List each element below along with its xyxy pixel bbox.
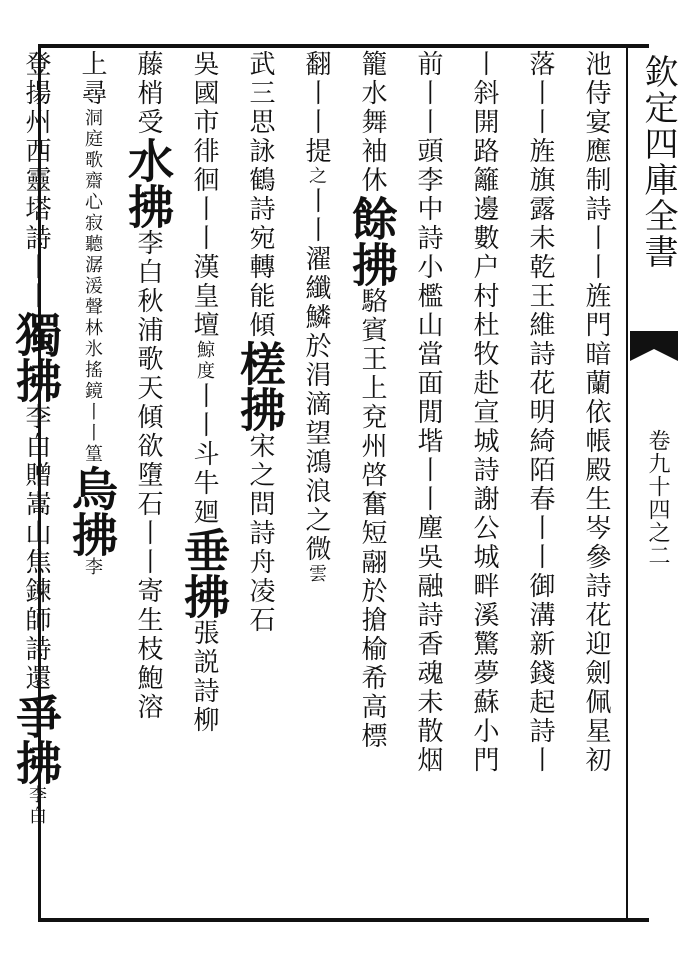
body-text: 丨丨濯纖鱗於涓滴望鴻浪之微 bbox=[301, 187, 331, 564]
text-column bbox=[456, 50, 512, 906]
text-body bbox=[9, 50, 626, 910]
headword: 垂拂 bbox=[177, 527, 231, 619]
annotation-text: 之 bbox=[306, 166, 327, 187]
body-text: 丨丨斗牛廻 bbox=[189, 382, 219, 527]
text-column bbox=[8, 50, 64, 906]
body-text: 登揚州西靈塔詩丨丨 bbox=[21, 50, 51, 311]
book-title: 欽定四庫全書 bbox=[638, 54, 678, 270]
body-text: 李白贈嵩山焦鍊師詩還 bbox=[21, 403, 51, 693]
body-text: 藤梢受 bbox=[133, 50, 163, 137]
text-column bbox=[568, 50, 624, 906]
fish-tail-mark bbox=[630, 331, 678, 361]
text-column bbox=[64, 50, 120, 906]
headword: 獨拂 bbox=[9, 311, 63, 403]
headword: 爭拂 bbox=[9, 693, 63, 785]
annotation-text: 洞庭歌齋心寂聽潺湲聲林氷搖鏡丨丨篁 bbox=[82, 108, 103, 465]
body-text: 駱賓王上兗州啓奮短翮於搶榆希高標 bbox=[357, 287, 387, 751]
body-text: 宋之問詩舟凌石 bbox=[245, 432, 275, 635]
body-text: 張説詩柳 bbox=[189, 619, 219, 735]
text-column bbox=[0, 50, 8, 906]
margin-rule bbox=[626, 44, 628, 918]
headword: 水拂 bbox=[121, 137, 175, 229]
page-margin bbox=[630, 44, 682, 918]
body-text: 落丨丨旌旗露未乾王維詩花明綺陌春丨丨御溝新錢起詩丨 bbox=[525, 50, 555, 775]
headword: 烏拂 bbox=[65, 465, 119, 557]
text-column bbox=[344, 50, 400, 906]
text-column bbox=[288, 50, 344, 906]
annotation-text: 李 bbox=[82, 557, 103, 578]
body-text: 吳國市徘徊丨丨漢皇壇 bbox=[189, 50, 219, 340]
body-text: 上尋 bbox=[77, 50, 107, 108]
headword: 槎拂 bbox=[233, 340, 287, 432]
body-text: 池侍宴應制詩丨丨旌門暗蘭依帳殿生岑參詩花迎劍佩星初 bbox=[581, 50, 611, 775]
body-text: 丨斜開路籬邊數户村杜牧赴宣城詩謝公城畔溪驚夢蘇小門 bbox=[469, 50, 499, 775]
text-column bbox=[232, 50, 288, 906]
text-column bbox=[512, 50, 568, 906]
annotation-text: 雲 bbox=[306, 564, 327, 585]
body-text: 籠水舞袖休 bbox=[357, 50, 387, 195]
text-column bbox=[176, 50, 232, 906]
text-column bbox=[400, 50, 456, 906]
annotation-text: 鯨度 bbox=[194, 340, 215, 382]
volume-number: 卷九十四之二 bbox=[645, 429, 670, 567]
body-text: 李白秋浦歌天傾欲墮石丨丨寄生枝鮑溶 bbox=[133, 229, 163, 722]
annotation-text: 李白 bbox=[26, 785, 47, 827]
text-column bbox=[120, 50, 176, 906]
body-text: 前丨丨頭李中詩小檻山當面閒堦丨丨塵吳融詩香魂未散烟 bbox=[413, 50, 443, 775]
body-text: 翻丨丨提 bbox=[301, 50, 331, 166]
headword: 餘拂 bbox=[345, 195, 399, 287]
body-text: 武三思詠鶴詩宛轉能傾 bbox=[245, 50, 275, 340]
